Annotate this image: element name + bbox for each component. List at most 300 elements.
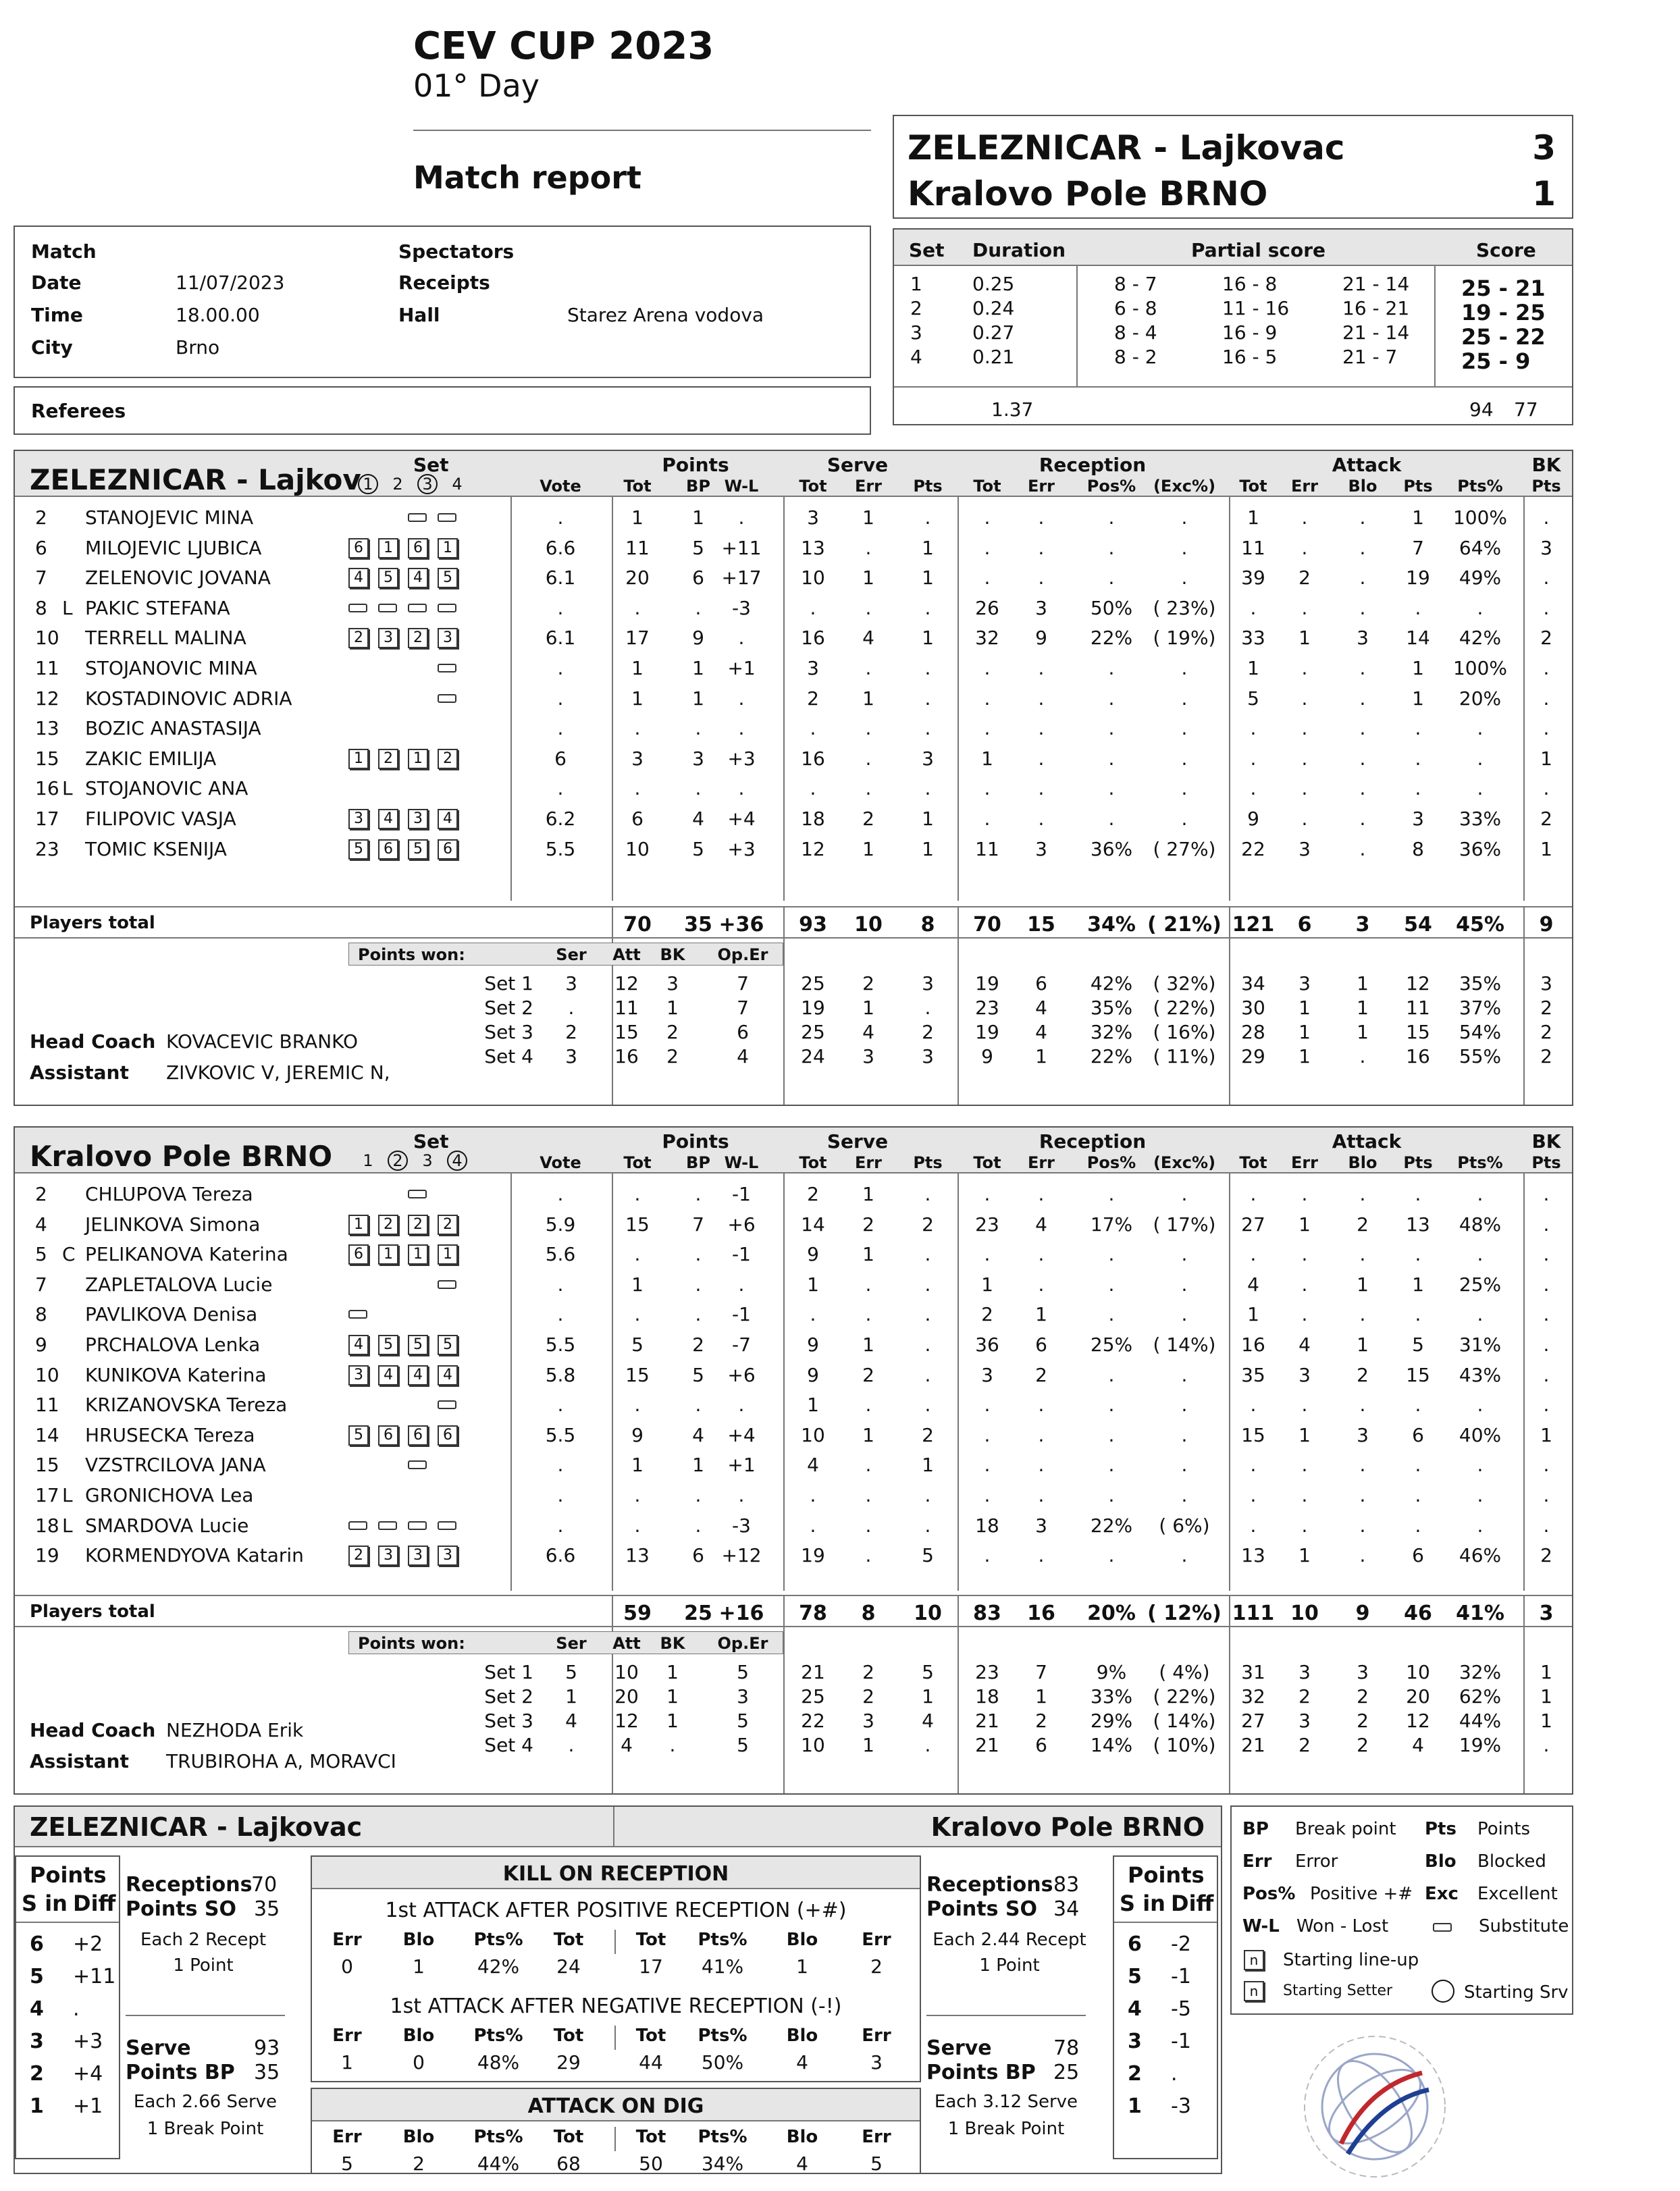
player-stat: .: [557, 596, 564, 619]
player-stat: 2: [862, 808, 874, 830]
set-stat: 28: [1241, 1021, 1265, 1043]
player-stat: .: [557, 687, 564, 710]
set-stat: 1: [1357, 972, 1369, 995]
player-stat: 1: [862, 1423, 874, 1446]
home-one-point: 1 Point: [173, 1955, 234, 1976]
player-stat: 13: [1241, 1544, 1265, 1567]
set-points-won: 4: [565, 1710, 577, 1732]
player-stat: 1: [1035, 1303, 1047, 1326]
player-stat: 13: [625, 1544, 650, 1567]
player-stat: .: [865, 1454, 872, 1477]
set-points-won: 1: [666, 1685, 679, 1708]
player-stat: .: [634, 1183, 641, 1205]
kill-value: 2: [870, 1955, 883, 1978]
player-stat: .: [557, 1183, 564, 1205]
kill-header: Blo: [402, 2026, 435, 2046]
col-group-header: BK: [1531, 1130, 1561, 1153]
player-stat: .: [865, 596, 872, 619]
set-stat: 2: [1298, 1734, 1311, 1756]
player-stat: 1: [631, 657, 644, 679]
player-number: 7: [35, 566, 47, 589]
set-stat: ( 22%): [1153, 1685, 1216, 1708]
home-points-bp-label: Points BP: [126, 2061, 235, 2084]
set-stat: 2: [862, 1685, 874, 1708]
kill-header: Tot: [553, 2026, 584, 2046]
set-number: 4: [910, 346, 922, 368]
player-number: 2: [35, 1183, 47, 1205]
player-stat: .: [1108, 1243, 1115, 1266]
starting-position-box: 1: [408, 1244, 428, 1265]
player-stat: 1: [692, 506, 704, 529]
set-stat: 35%: [1459, 972, 1502, 995]
assistant-label: Assistant: [30, 1061, 129, 1084]
player-stat: .: [1038, 808, 1045, 830]
set-stat: 44%: [1459, 1710, 1502, 1732]
kill-value: 4: [796, 2051, 808, 2074]
rotation-number: 1: [30, 2094, 44, 2118]
points-won-header: Att: [612, 1634, 641, 1653]
points-won-header: BK: [660, 945, 685, 964]
col-header: Pos%: [1086, 477, 1136, 496]
team-total-stat: ( 12%): [1147, 1602, 1222, 1625]
kill-header: Tot: [553, 2127, 584, 2147]
player-stat: +6: [727, 1213, 756, 1236]
legend-value: Blocked: [1477, 1851, 1546, 1872]
player-stat: .: [1301, 747, 1308, 770]
player-role: L: [62, 1514, 73, 1537]
kill-header: Blo: [786, 2026, 818, 2046]
player-number: 8: [35, 1303, 47, 1326]
team-total-stat: 10: [914, 1602, 942, 1625]
set-partial-1: 6 - 8: [1114, 297, 1157, 319]
player-stat: 2: [1540, 1544, 1552, 1567]
player-stat: .: [1038, 566, 1045, 589]
set-stat: 1: [1357, 997, 1369, 1019]
set-stat: 4: [1035, 997, 1047, 1019]
player-stat: 3: [1035, 837, 1047, 860]
set-stat: 1: [862, 997, 874, 1019]
starting-position-box: 2: [438, 1215, 458, 1235]
substitute-icon: [378, 1521, 397, 1530]
substitute-icon: [438, 694, 456, 703]
competition-title: CEV CUP 2023: [413, 24, 714, 68]
player-stat: 6: [554, 747, 567, 770]
player-stat: 64%: [1459, 536, 1502, 559]
home-receptions-label: Receptions: [126, 1873, 253, 1897]
col-header: Pts%: [1457, 477, 1503, 496]
set-stat: 25: [801, 1021, 825, 1043]
set-stat: 21: [975, 1710, 999, 1732]
player-name: PRCHALOVA Lenka: [85, 1334, 261, 1356]
set-stat: 1: [1298, 1021, 1311, 1043]
player-stat: 2: [1298, 566, 1311, 589]
player-name: KUNIKOVA Katerina: [85, 1363, 267, 1386]
player-stat: .: [738, 506, 745, 529]
referees-box: [14, 386, 871, 435]
team-total-stat: 121: [1232, 913, 1275, 936]
set-stat: 11: [1406, 997, 1430, 1019]
player-stat: .: [738, 627, 745, 650]
starting-position-box: 3: [438, 628, 458, 648]
set-partial-3: 21 - 7: [1342, 346, 1398, 368]
set-row-label: Set 4: [484, 1734, 533, 1756]
team-total-stat: 8: [861, 1602, 876, 1625]
starting-position-box: 3: [378, 628, 398, 648]
player-stat: -3: [732, 1514, 751, 1537]
player-stat: .: [1543, 1213, 1550, 1236]
player-stat: 5: [1247, 687, 1259, 710]
substitute-icon: [348, 1521, 367, 1530]
player-stat: 3: [1540, 536, 1552, 559]
legend-key: Exc: [1425, 1884, 1459, 1904]
player-stat: .: [1359, 1183, 1366, 1205]
col-header: Err: [854, 1153, 883, 1172]
player-stat: .: [865, 1484, 872, 1506]
team-total-stat: 78: [799, 1602, 827, 1625]
kill-header: Tot: [635, 2127, 666, 2147]
divider: [510, 496, 512, 901]
player-stat: .: [924, 1243, 931, 1266]
starting-position-box: 5: [408, 839, 428, 860]
player-stat: .: [1359, 1514, 1366, 1537]
col-group-header: Points: [662, 1130, 729, 1153]
player-stat: .: [634, 1303, 641, 1326]
player-stat: 5.9: [545, 1213, 576, 1236]
player-stat: .: [1181, 1183, 1188, 1205]
player-stat: .: [1181, 1454, 1188, 1477]
set-points-won: 1: [666, 1710, 679, 1732]
away-serve-label: Serve: [926, 2036, 992, 2060]
starting-position-box: 1: [438, 538, 458, 558]
kill-value: 0: [341, 1955, 353, 1978]
player-stat: 2: [1540, 627, 1552, 650]
player-stat: .: [1543, 657, 1550, 679]
set-points-won: 1: [666, 997, 679, 1019]
player-name: PAKIC STEFANA: [85, 596, 230, 619]
player-stat: 15: [1241, 1423, 1265, 1446]
player-stat: .: [1301, 657, 1308, 679]
set-stat: 24: [801, 1045, 825, 1067]
substitute-icon: [408, 1460, 427, 1469]
player-stat: .: [1415, 777, 1421, 800]
total-away-points: 77: [1514, 398, 1538, 421]
federation-logo: [1294, 2026, 1456, 2188]
player-stat: .: [1415, 1243, 1421, 1266]
starting-position-box: 3: [348, 809, 369, 829]
set-stat: 19: [801, 997, 825, 1019]
points-won-header: Op.Er: [717, 945, 768, 964]
player-role: L: [62, 777, 73, 800]
player-stat: .: [924, 1514, 931, 1537]
set-stat: 62%: [1459, 1685, 1502, 1708]
summary-home-name: ZELEZNICAR - Lajkovac: [30, 1812, 363, 1842]
starting-position-box: 3: [348, 1365, 369, 1385]
player-stat: .: [924, 1484, 931, 1506]
player-stat: 3: [1298, 837, 1311, 860]
player-stat: .: [1359, 1303, 1366, 1326]
set-number-2: 2: [392, 475, 403, 494]
player-stat: .: [984, 506, 991, 529]
date-label: Date: [31, 271, 82, 294]
player-stat: 10: [801, 1423, 825, 1446]
set-points-won: 15: [614, 1021, 639, 1043]
starting-position-box: 1: [438, 1244, 458, 1265]
player-stat: 10: [625, 837, 650, 860]
col-header: Vote: [540, 1153, 581, 1172]
player-stat: 17: [625, 627, 650, 650]
points-won-label: Points won:: [358, 1634, 465, 1653]
player-stat: .: [1301, 1454, 1308, 1477]
set-row-label: Set 1: [484, 972, 533, 995]
player-stat: 4: [862, 627, 874, 650]
set-stat: 9%: [1096, 1661, 1127, 1683]
player-name: VZSTRCILOVA JANA: [85, 1454, 266, 1477]
player-stat: .: [865, 1394, 872, 1417]
legend-key: Pos%: [1242, 1884, 1296, 1904]
starting-position-box: 2: [408, 628, 428, 648]
col-header: Tot: [1239, 1153, 1267, 1172]
player-stat: 15: [625, 1213, 650, 1236]
col-header: Pts: [913, 1153, 943, 1172]
set-stat: 4: [1412, 1734, 1424, 1756]
player-stat: .: [634, 717, 641, 740]
player-number: 23: [35, 837, 59, 860]
set-stat: ( 4%): [1159, 1661, 1210, 1683]
sets-h-score: Score: [1476, 239, 1536, 261]
player-stat: .: [924, 687, 931, 710]
col-header: Pts: [1531, 1153, 1561, 1172]
kill-header: Blo: [402, 1930, 435, 1950]
player-stat: 48%: [1459, 1213, 1502, 1236]
player-stat: 1: [1247, 506, 1259, 529]
player-stat: .: [984, 717, 991, 740]
kill-value: 4: [796, 2153, 808, 2175]
player-stat: 1: [1247, 1303, 1259, 1326]
col-header: BP: [686, 477, 710, 496]
player-stat: 2: [922, 1423, 934, 1446]
set-row-label: Set 2: [484, 997, 533, 1019]
player-stat: .: [557, 1514, 564, 1537]
result-home-name: ZELEZNICAR - Lajkovac: [908, 128, 1345, 167]
player-stat: .: [1543, 1183, 1550, 1205]
substitute-icon: [438, 604, 456, 612]
set-score: 25 - 21: [1461, 275, 1546, 301]
player-stat: .: [1477, 777, 1484, 800]
player-stat: 5.5: [545, 1423, 576, 1446]
home-each-serve: Each 2.66 Serve: [133, 2092, 278, 2112]
starting-lineup-box: n: [1244, 1950, 1264, 1970]
player-name: SMARDOVA Lucie: [85, 1514, 249, 1537]
player-stat: .: [1301, 1514, 1308, 1537]
set-partial-3: 21 - 14: [1342, 321, 1410, 344]
player-stat: .: [1181, 717, 1188, 740]
player-stat: 19: [801, 1544, 825, 1567]
set-stat: 21: [801, 1661, 825, 1683]
set-stat: 15: [1406, 1021, 1430, 1043]
kill-header: Tot: [635, 1930, 666, 1950]
player-stat: 1: [1247, 657, 1259, 679]
player-stat: 25%: [1090, 1334, 1133, 1356]
result-box: [893, 115, 1573, 219]
starting-position-box: 5: [438, 1335, 458, 1355]
result-away-sets: 1: [1532, 174, 1556, 213]
player-stat: .: [1359, 506, 1366, 529]
kill-header: Pts%: [698, 2026, 747, 2046]
set-points-won: 10: [614, 1661, 639, 1683]
player-stat: 36%: [1459, 837, 1502, 860]
set-partial-1: 8 - 7: [1114, 273, 1157, 295]
player-stat: 13: [801, 536, 825, 559]
player-stat: .: [1250, 1454, 1257, 1477]
player-stat: 3: [1412, 808, 1424, 830]
player-stat: 100%: [1452, 506, 1508, 529]
player-stat: .: [924, 596, 931, 619]
player-stat: 49%: [1459, 566, 1502, 589]
player-name: KORMENDYOVA Katarin: [85, 1544, 304, 1567]
player-stat: 1: [1298, 627, 1311, 650]
player-number: 16: [35, 777, 59, 800]
team-total-stat: +16: [718, 1602, 764, 1625]
set-row-label: Set 4: [484, 1045, 533, 1067]
player-stat: .: [1038, 777, 1045, 800]
substitute-icon: [408, 1190, 427, 1198]
player-stat: 1: [631, 1454, 644, 1477]
set-points-won: 16: [614, 1045, 639, 1067]
player-stat: 1: [631, 687, 644, 710]
kill-value: 29: [556, 2051, 581, 2074]
starting-position-box: 5: [408, 1335, 428, 1355]
player-stat: .: [1108, 506, 1115, 529]
set-stat: 27: [1241, 1710, 1265, 1732]
set-stat: 3: [1298, 1661, 1311, 1683]
player-number: 2: [35, 506, 47, 529]
player-stat: .: [634, 596, 641, 619]
legend-value: Won - Lost: [1296, 1916, 1389, 1936]
starting-position-box: 2: [378, 1215, 398, 1235]
set-stat: .: [1543, 1734, 1550, 1756]
set-number-1: 1: [358, 474, 378, 494]
set-partial-3: 21 - 14: [1342, 273, 1410, 295]
player-number: 18: [35, 1514, 59, 1537]
player-stat: .: [557, 1303, 564, 1326]
set-points-won: 11: [614, 997, 639, 1019]
player-stat: +1: [727, 1454, 756, 1477]
home-receptions: 70: [251, 1873, 278, 1897]
starting-position-box: 4: [378, 809, 398, 829]
set-stat: 22%: [1090, 1045, 1133, 1067]
player-stat: .: [1359, 687, 1366, 710]
player-name: BOZIC ANASTASIJA: [85, 717, 261, 740]
set-stat: 5: [922, 1661, 934, 1683]
player-stat: .: [1543, 1334, 1550, 1356]
player-stat: .: [1038, 1544, 1045, 1567]
set-stat: 2: [1357, 1734, 1369, 1756]
team-total-stat: 45%: [1456, 913, 1504, 936]
set-stat: 19: [975, 972, 999, 995]
player-stat: .: [1181, 566, 1188, 589]
substitute-icon: [408, 604, 427, 612]
rotation-number: 6: [1128, 1932, 1142, 1956]
col-header: Blo: [1348, 477, 1377, 496]
player-stat: 1: [922, 627, 934, 650]
player-name: CHLUPOVA Tereza: [85, 1183, 253, 1205]
player-stat: .: [695, 777, 702, 800]
player-stat: .: [1359, 777, 1366, 800]
starting-position-box: 2: [408, 1215, 428, 1235]
player-name: ZAKIC EMILIJA: [85, 747, 217, 770]
player-stat: .: [738, 777, 745, 800]
player-name: FILIPOVIC VASJA: [85, 808, 236, 830]
team-total-stat: 8: [920, 913, 935, 936]
set-partial-2: 16 - 5: [1222, 346, 1278, 368]
team-total-stat: 59: [623, 1602, 652, 1625]
kill-header: Err: [332, 1930, 362, 1950]
player-stat: .: [1477, 1243, 1484, 1266]
player-stat: -7: [732, 1334, 751, 1356]
player-stat: 1: [981, 1273, 993, 1296]
player-stat: 1: [1298, 1423, 1311, 1446]
player-stat: .: [1108, 657, 1115, 679]
col-group-header: Points: [662, 454, 729, 476]
player-stat: .: [984, 1423, 991, 1446]
set-stat: 2: [1357, 1710, 1369, 1732]
set-stat: 1: [922, 1685, 934, 1708]
set-points-won: 5: [737, 1734, 749, 1756]
starting-position-box: 6: [378, 839, 398, 860]
col-header: Tot: [799, 1153, 827, 1172]
player-stat: 16: [801, 627, 825, 650]
players-total-label: Players total: [30, 1602, 155, 1622]
player-name: TERRELL MALINA: [85, 627, 246, 650]
player-stat: .: [1181, 747, 1188, 770]
player-stat: 1: [922, 566, 934, 589]
col-group-header: Reception: [1039, 454, 1147, 476]
player-stat: 1: [692, 1454, 704, 1477]
player-stat: .: [865, 1514, 872, 1537]
set-number-4: 4: [447, 1151, 467, 1171]
kill-header: Pts%: [698, 2127, 747, 2147]
player-stat: 4: [807, 1454, 819, 1477]
player-stat: 36%: [1090, 837, 1133, 860]
player-stat: 2: [1035, 1363, 1047, 1386]
set-points-won: 4: [621, 1734, 633, 1756]
set-stat: 1: [1540, 1661, 1552, 1683]
sets-box: [893, 228, 1573, 425]
set-points-won: 20: [614, 1685, 639, 1708]
sets-h-set: Set: [909, 239, 945, 261]
player-stat: .: [924, 506, 931, 529]
set-stat: 1: [1298, 1045, 1311, 1067]
starting-position-box: 4: [348, 1335, 369, 1355]
player-number: 11: [35, 657, 59, 679]
player-stat: 11: [625, 536, 650, 559]
substitute-icon: [438, 1521, 456, 1530]
player-stat: .: [1108, 1423, 1115, 1446]
legend-box: [1230, 1805, 1573, 2015]
player-stat: 26: [975, 596, 999, 619]
set-stat: 1: [1357, 1021, 1369, 1043]
set-stat: 19%: [1459, 1734, 1502, 1756]
col-group-header: Attack: [1332, 454, 1402, 476]
kill-value: 3: [870, 2051, 883, 2074]
rotation-number: 4: [30, 1997, 44, 2021]
player-stat: -3: [732, 596, 751, 619]
sets-h-duration: Duration: [972, 239, 1066, 261]
player-stat: 3: [922, 747, 934, 770]
set-points-won: 7: [737, 972, 749, 995]
player-stat: 1: [1298, 1544, 1311, 1567]
player-name: ZELENOVIC JOVANA: [85, 566, 271, 589]
